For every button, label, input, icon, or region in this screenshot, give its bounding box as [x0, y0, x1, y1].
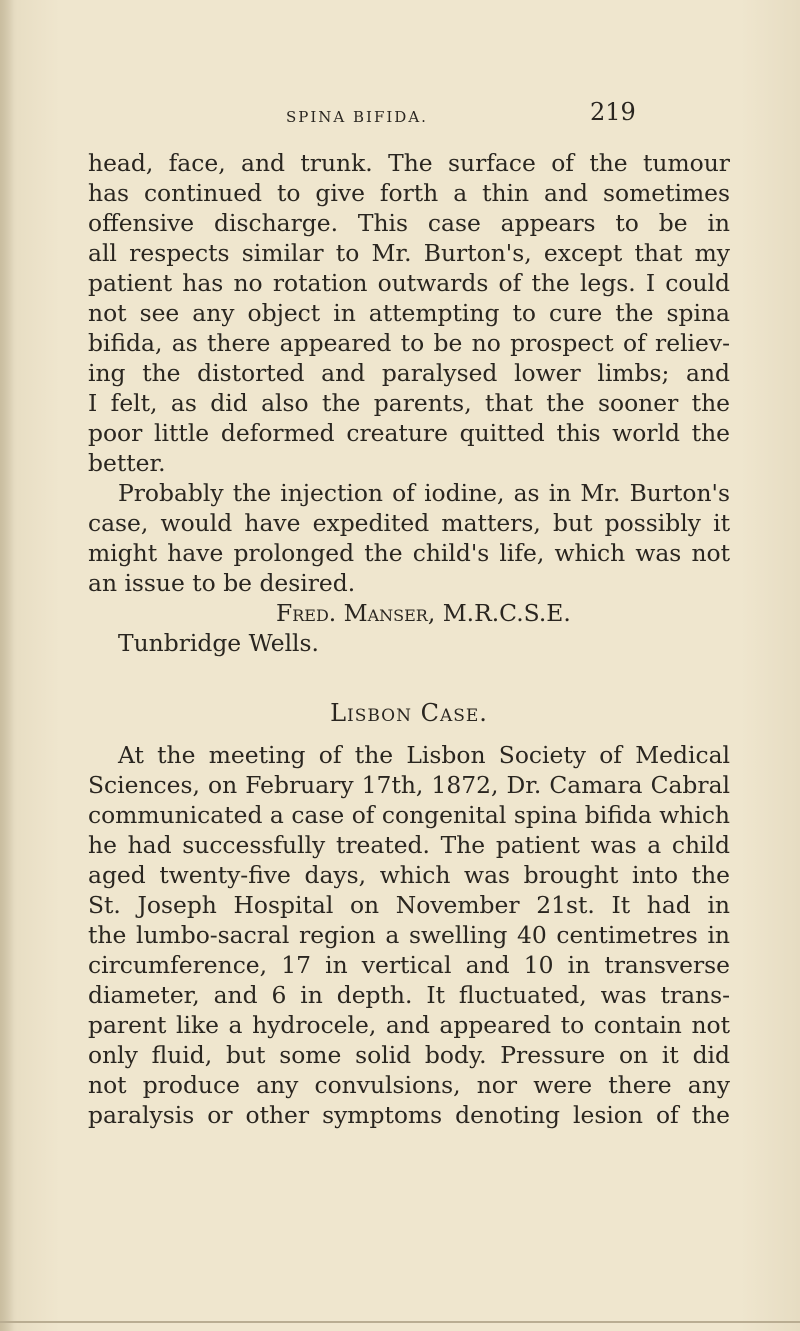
- text-line: better.: [88, 449, 166, 477]
- text-line: poor little deformed creature quitted this world the: [88, 419, 730, 447]
- text-line: At the meeting of the Lisbon Society of Medical: [118, 741, 730, 769]
- text-line: St. Joseph Hospital on November 21st. It had in: [88, 891, 730, 919]
- text-line: offensive discharge. This case appears to be in: [88, 209, 730, 237]
- text-line: Sciences, on February 17th, 1872, Dr. Camara Cabral: [88, 771, 730, 799]
- text-line: he had successfully treated. The patient was a child: [88, 831, 730, 859]
- section-heading: Lisbon Case.: [330, 699, 488, 727]
- paragraph-3: [88, 740, 730, 1130]
- text-line: has continued to give forth a thin and sometimes: [88, 179, 730, 207]
- text-line: ing the distorted and paralysed lower limbs; and: [88, 359, 730, 387]
- text-line: patient has no rotation outwards of the legs. I could: [88, 269, 730, 297]
- text-line: all respects similar to Mr. Burton's, except that my: [88, 239, 730, 267]
- text-line: I felt, as did also the parents, that the sooner the: [88, 389, 730, 417]
- spine-shadow: [0, 0, 14, 1331]
- text-line: case, would have expedited matters, but possibly it: [88, 509, 730, 537]
- text-line: the lumbo-sacral region a swelling 40 centimetres in: [88, 921, 730, 949]
- paragraph-1: [88, 148, 730, 478]
- text-line: paralysis or other symptoms denoting lesion of the: [88, 1101, 730, 1129]
- text-line: communicated a case of congenital spina bifida which: [88, 801, 730, 829]
- page-edge: [0, 1321, 800, 1323]
- body-text: [88, 148, 730, 1130]
- text-line: circumference, 17 in vertical and 10 in transverse: [88, 951, 730, 979]
- text-line: an issue to be desired.: [88, 569, 356, 597]
- page-number: 219: [590, 98, 636, 126]
- text-line: aged twenty-five days, which was brought into the: [88, 861, 730, 889]
- signature-place: Tunbridge Wells.: [118, 629, 319, 657]
- running-title: SPINA BIFIDA.: [286, 108, 428, 126]
- text-line: not see any object in attempting to cure the spina: [88, 299, 730, 327]
- text-line: Probably the injection of iodine, as in Mr. Burton's: [118, 479, 730, 507]
- text-line: parent like a hydrocele, and appeared to contain not: [88, 1011, 730, 1039]
- paragraph-2: [88, 478, 730, 598]
- text-line: head, face, and trunk. The surface of the tumour: [88, 149, 730, 177]
- text-line: diameter, and 6 in depth. It fluctuated, was trans-: [88, 981, 730, 1009]
- text-line: might have prolonged the child's life, which was not: [88, 539, 730, 567]
- text-line: only fluid, but some solid body. Pressure on it did: [88, 1041, 730, 1069]
- signature-author: Fred. Manser, M.R.C.S.E.: [276, 599, 571, 627]
- text-line: bifida, as there appeared to be no prospect of reliev-: [88, 329, 730, 357]
- text-line: not produce any convulsions, nor were there any: [88, 1071, 730, 1099]
